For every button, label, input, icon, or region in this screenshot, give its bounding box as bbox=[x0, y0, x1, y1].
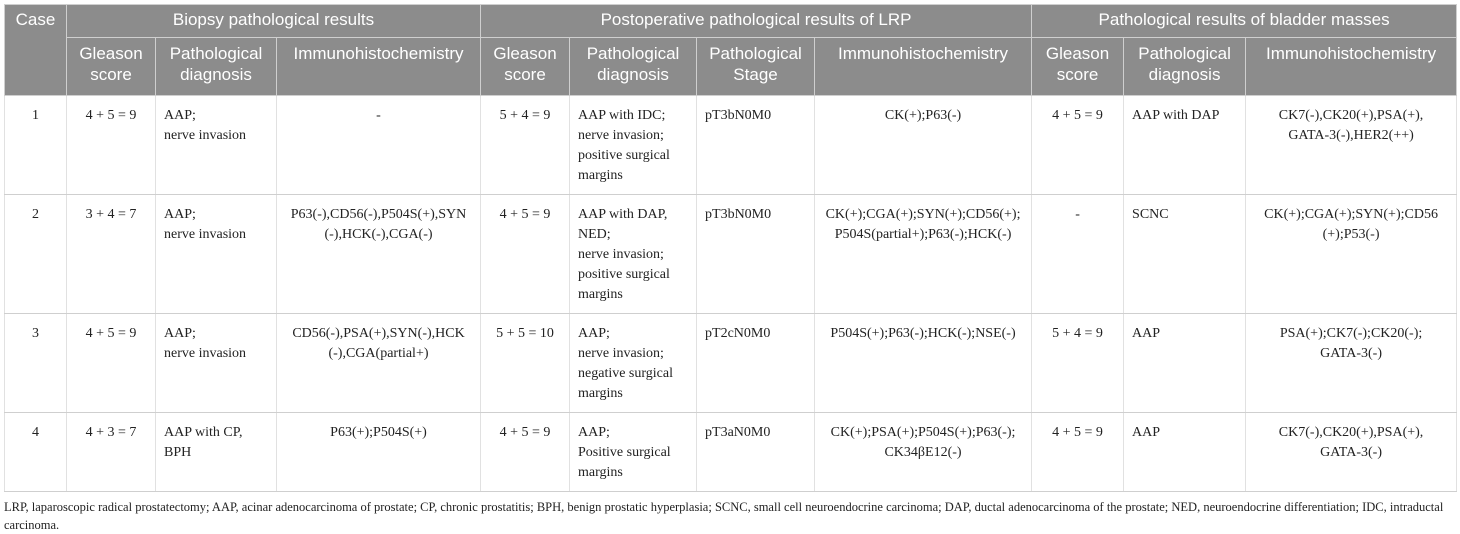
cell-text-line: nerve invasion bbox=[164, 227, 247, 242]
cell-bladder-ihc bbox=[1246, 314, 1457, 413]
header-bladder-gleason: Gleason score bbox=[1032, 38, 1124, 96]
cell-text-line: margins bbox=[578, 168, 623, 183]
cell-case: 1 bbox=[5, 96, 67, 195]
cell-biopsy-ihc bbox=[277, 96, 481, 195]
header-biopsy-gleason: Gleason score bbox=[67, 38, 156, 96]
table-row bbox=[5, 413, 1457, 492]
cell-postop-diagnosis bbox=[570, 413, 697, 492]
table-footnote: LRP, laparoscopic radical prostatectomy; AAP, acinar adenocarcinoma of prostate; CP, chronic prostatitis; BPH, benign prostatic hyperplasia; SCNC, small cell neuroendocrine carcinoma; DAP, ductal adenocarcinoma of the prostate; NED, neuroendocrine differentiation; IDC, intraductal carcinoma. bbox=[4, 500, 1444, 532]
cell-text-line: CK(+);PSA(+);P504S(+);P63(-); bbox=[830, 425, 1016, 440]
cell-text-line: NED; bbox=[578, 227, 611, 242]
cell-text-line: nerve invasion bbox=[164, 346, 247, 361]
cell-biopsy-gleason: 4 + 5 = 9 bbox=[67, 314, 156, 413]
table-container bbox=[4, 4, 1456, 534]
cell-text-line: CK(+);CGA(+);SYN(+);CD56(+); bbox=[825, 207, 1021, 222]
cell-bladder-diagnosis bbox=[1124, 96, 1246, 195]
table-body bbox=[5, 96, 1457, 492]
cell-case: 4 bbox=[5, 413, 67, 492]
header-bladder-ihc: Immunohistochemistry bbox=[1246, 38, 1457, 96]
header-biopsy-ihc: Immunohistochemistry bbox=[277, 38, 481, 96]
cell-text-line: P504S(+);P63(-);HCK(-);NSE(-) bbox=[830, 326, 1016, 341]
cell-text-line: AAP; bbox=[578, 425, 610, 440]
header-postop-gleason: Gleason score bbox=[481, 38, 570, 96]
cell-postop-stage: pT3bN0M0 bbox=[697, 195, 815, 314]
cell-text-line: CK(+);P63(-) bbox=[884, 108, 962, 123]
cell-text-line: AAP with IDC; bbox=[578, 108, 666, 123]
header-group-biopsy: Biopsy pathological results bbox=[67, 5, 481, 38]
cell-text-line: GATA-3(-),HER2(++) bbox=[1288, 128, 1414, 143]
cell-biopsy-ihc bbox=[277, 413, 481, 492]
header-postop-diagnosis: Pathological diagnosis bbox=[570, 38, 697, 96]
cell-text-line: BPH bbox=[164, 445, 192, 460]
cell-text-line: positive surgical bbox=[578, 267, 670, 282]
cell-biopsy-diagnosis bbox=[156, 314, 277, 413]
cell-text-line: (+);P53(-) bbox=[1322, 227, 1380, 242]
cell-case: 3 bbox=[5, 314, 67, 413]
cell-text-line: PSA(+);CK7(-);CK20(-); bbox=[1279, 326, 1423, 341]
cell-bladder-diagnosis bbox=[1124, 195, 1246, 314]
cell-text-line: margins bbox=[578, 465, 623, 480]
header-case: Case bbox=[5, 5, 67, 96]
cell-bladder-gleason: 5 + 4 = 9 bbox=[1032, 314, 1124, 413]
cell-text-line: P504S(partial+);P63(-);HCK(-) bbox=[834, 227, 1012, 242]
pathology-table bbox=[4, 4, 1457, 492]
cell-text-line: AAP with DAP bbox=[1132, 108, 1220, 123]
cell-bladder-diagnosis bbox=[1124, 413, 1246, 492]
cell-bladder-ihc bbox=[1246, 195, 1457, 314]
cell-text-line: AAP with DAP, bbox=[578, 207, 668, 222]
header-bladder-diagnosis: Pathological diagnosis bbox=[1124, 38, 1246, 96]
cell-text-line: SCNC bbox=[1132, 207, 1169, 222]
cell-text-line: nerve invasion bbox=[164, 128, 247, 143]
cell-biopsy-ihc bbox=[277, 314, 481, 413]
cell-biopsy-gleason: 3 + 4 = 7 bbox=[67, 195, 156, 314]
cell-text-line: (-),HCK(-),CGA(-) bbox=[324, 227, 433, 242]
cell-text-line: negative surgical bbox=[578, 366, 674, 381]
cell-bladder-diagnosis bbox=[1124, 314, 1246, 413]
cell-text-line: CK34βE12(-) bbox=[884, 445, 962, 460]
cell-case: 2 bbox=[5, 195, 67, 314]
table-header bbox=[5, 5, 1457, 96]
cell-postop-ihc bbox=[815, 195, 1032, 314]
cell-text-line: AAP with CP, bbox=[164, 425, 243, 440]
cell-text-line: nerve invasion; bbox=[578, 128, 664, 143]
cell-bladder-gleason: 4 + 5 = 9 bbox=[1032, 413, 1124, 492]
cell-postop-diagnosis bbox=[570, 96, 697, 195]
cell-bladder-gleason: 4 + 5 = 9 bbox=[1032, 96, 1124, 195]
cell-text-line: GATA-3(-) bbox=[1320, 346, 1382, 361]
header-group-bladder: Pathological results of bladder masses bbox=[1032, 5, 1457, 38]
cell-postop-stage: pT2cN0M0 bbox=[697, 314, 815, 413]
cell-postop-ihc bbox=[815, 413, 1032, 492]
header-group-postop: Postoperative pathological results of LRP bbox=[481, 5, 1032, 38]
cell-biopsy-gleason: 4 + 5 = 9 bbox=[67, 96, 156, 195]
cell-bladder-ihc bbox=[1246, 96, 1457, 195]
cell-text-line: AAP bbox=[1132, 425, 1161, 440]
cell-text-line: P63(-),CD56(-),P504S(+),SYN bbox=[290, 207, 467, 222]
cell-text-line: AAP; bbox=[164, 207, 196, 222]
cell-bladder-ihc bbox=[1246, 413, 1457, 492]
cell-text-line: CD56(-),PSA(+),SYN(-),HCK bbox=[292, 326, 465, 341]
cell-postop-gleason: 4 + 5 = 9 bbox=[481, 195, 570, 314]
cell-text-line: CK(+);CGA(+);SYN(+);CD56 bbox=[1264, 207, 1438, 222]
cell-postop-gleason: 4 + 5 = 9 bbox=[481, 413, 570, 492]
cell-text-line: positive surgical bbox=[578, 148, 670, 163]
cell-text-line: AAP; bbox=[164, 108, 196, 123]
cell-text-line: CK7(-),CK20(+),PSA(+), bbox=[1278, 425, 1424, 440]
table-row bbox=[5, 96, 1457, 195]
cell-biopsy-gleason: 4 + 3 = 7 bbox=[67, 413, 156, 492]
cell-biopsy-ihc bbox=[277, 195, 481, 314]
cell-text-line: P63(+);P504S(+) bbox=[330, 425, 427, 440]
cell-postop-stage: pT3bN0M0 bbox=[697, 96, 815, 195]
cell-text-line: GATA-3(-) bbox=[1320, 445, 1382, 460]
cell-text-line: margins bbox=[578, 287, 623, 302]
cell-postop-diagnosis bbox=[570, 195, 697, 314]
table-row bbox=[5, 195, 1457, 314]
header-postop-stage: Pathological Stage bbox=[697, 38, 815, 96]
cell-text-line: nerve invasion; bbox=[578, 247, 664, 262]
cell-text-line: Positive surgical bbox=[578, 445, 671, 460]
cell-text-line: AAP; bbox=[164, 326, 196, 341]
cell-biopsy-diagnosis bbox=[156, 96, 277, 195]
cell-biopsy-diagnosis bbox=[156, 195, 277, 314]
cell-postop-diagnosis bbox=[570, 314, 697, 413]
cell-text-line: margins bbox=[578, 386, 623, 401]
header-biopsy-diagnosis: Pathological diagnosis bbox=[156, 38, 277, 96]
cell-postop-stage: pT3aN0M0 bbox=[697, 413, 815, 492]
cell-postop-ihc bbox=[815, 314, 1032, 413]
cell-text-line: (-),CGA(partial+) bbox=[328, 346, 429, 361]
header-postop-ihc: Immunohistochemistry bbox=[815, 38, 1032, 96]
cell-text-line: - bbox=[376, 108, 381, 123]
cell-text-line: AAP; bbox=[578, 326, 610, 341]
table-row bbox=[5, 314, 1457, 413]
cell-text-line: AAP bbox=[1132, 326, 1161, 341]
cell-postop-ihc bbox=[815, 96, 1032, 195]
cell-postop-gleason: 5 + 5 = 10 bbox=[481, 314, 570, 413]
cell-text-line: nerve invasion; bbox=[578, 346, 664, 361]
cell-biopsy-diagnosis bbox=[156, 413, 277, 492]
cell-postop-gleason: 5 + 4 = 9 bbox=[481, 96, 570, 195]
cell-bladder-gleason: - bbox=[1032, 195, 1124, 314]
cell-text-line: CK7(-),CK20(+),PSA(+), bbox=[1278, 108, 1424, 123]
